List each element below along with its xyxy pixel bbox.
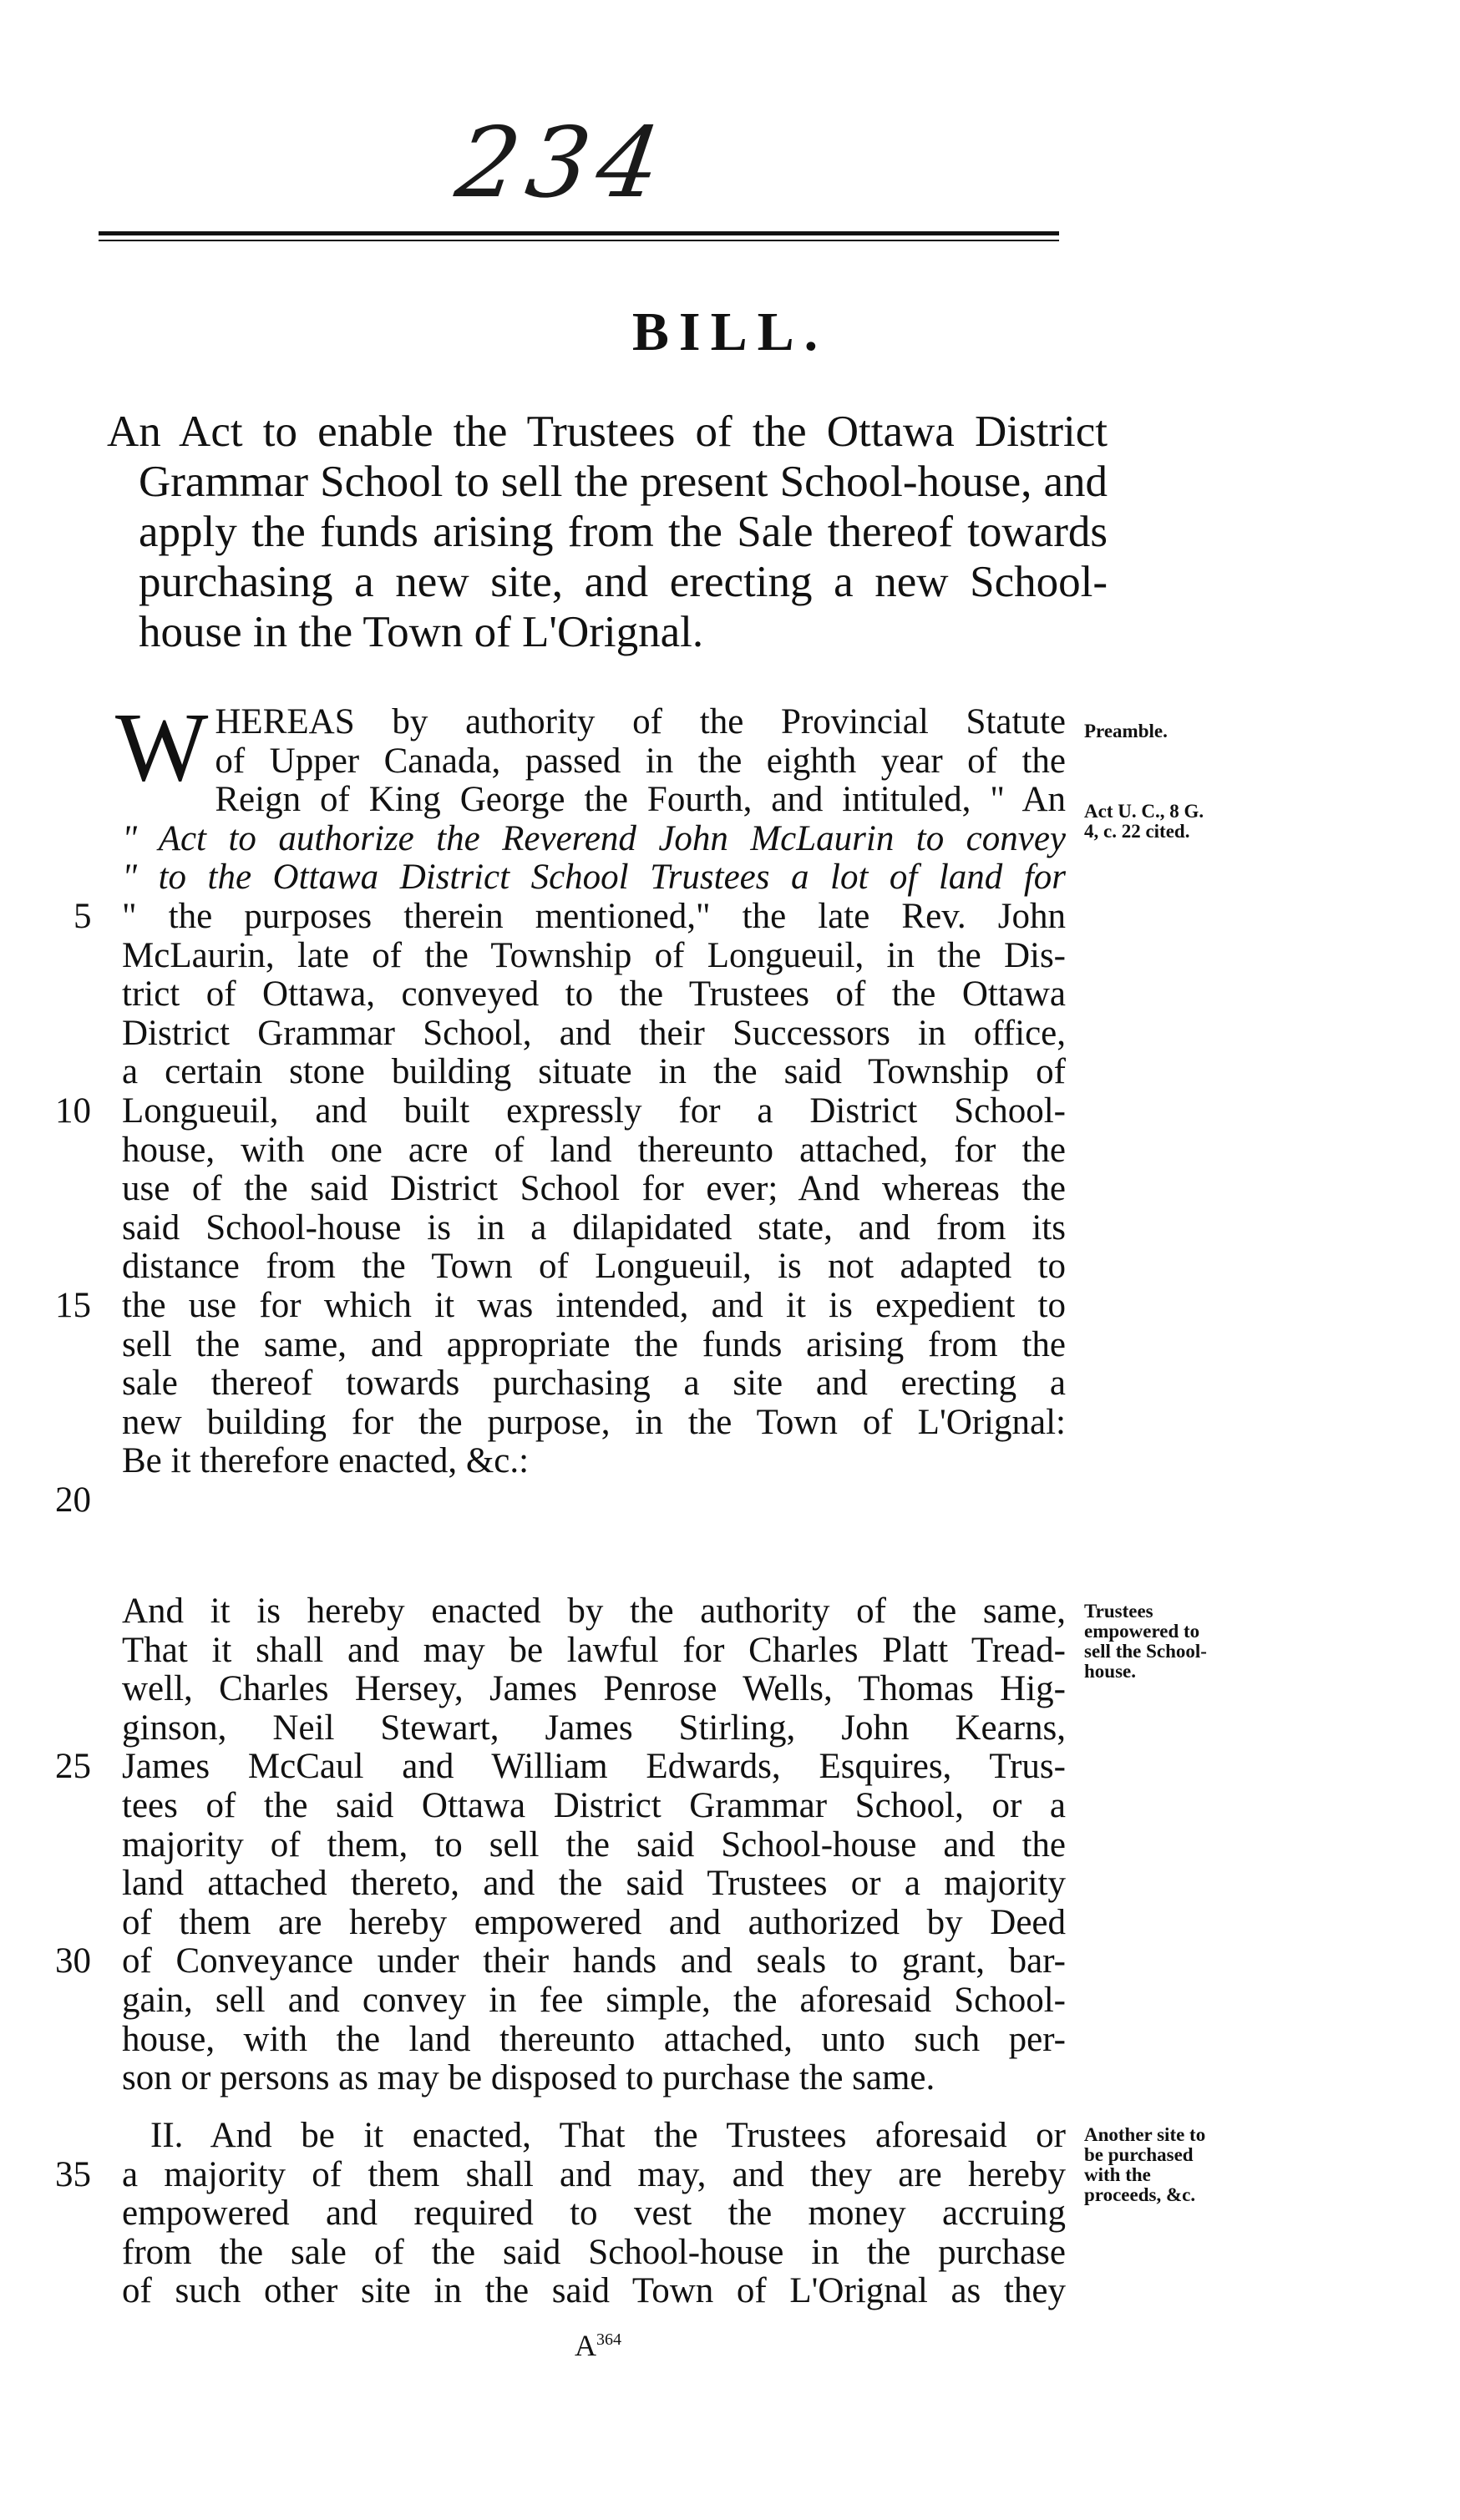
section-2-line: II. And be it enacted, That the Trustees aforesaid or (150, 2116, 1066, 2155)
preamble-line: " to the Ottawa District School Trustees a lot of land for (122, 858, 1066, 898)
section-1-paragraph (122, 1592, 1066, 2098)
margin-note-preamble: Preamble. (1084, 721, 1168, 741)
preamble-line: District Grammar School, and their Successors in office, (122, 1013, 1066, 1053)
preamble-line: " the purposes therein mentioned," the late Rev. John (122, 896, 1066, 936)
preamble-line: " Act to authorize the Reverend John McLaurin to convey (122, 818, 1066, 858)
line-number: 15 (55, 1286, 91, 1325)
section-1-line: ginson, Neil Stewart, James Stirling, John Kearns, (122, 1708, 1066, 1748)
section-1-line: That it shall and may be lawful for Charles Platt Tread- (122, 1630, 1066, 1670)
act-title: An Act to enable the Trustees of the Ottawa District Grammar School to sell the present School-house, and apply the funds arising from the Sale thereof towards purchasing a new site, and erecting a new School-house in the Town of L'Orignal. (107, 407, 1108, 656)
header-rule-thick (99, 231, 1059, 235)
header-rule-thin (99, 240, 1059, 241)
line-number: 5 (74, 897, 92, 936)
section-1-line: well, Charles Hersey, James Penrose Wells, Thomas Hig- (122, 1669, 1066, 1709)
preamble-line: house, with one acre of land thereunto attached, for the (122, 1130, 1066, 1170)
preamble-line: Reign of King George the Fourth, and intituled, " An (215, 780, 1066, 820)
preamble-line: Longueuil, and built expressly for a District School- (122, 1090, 1066, 1131)
preamble-line: new building for the purpose, in the Town of L'Orignal: (122, 1402, 1066, 1442)
section-1-line: house, with the land thereunto attached, unto such per- (122, 2019, 1066, 2059)
signature-number: 364 (596, 2330, 621, 2349)
line-number: 30 (55, 1941, 91, 1981)
printer-signature (575, 2328, 621, 2363)
section-2-line: of such other site in the said Town of L'Orignal as they (122, 2271, 1066, 2311)
dropcap-letter: W (115, 692, 209, 802)
section-2-paragraph (122, 2117, 1066, 2311)
page-number: 234 (449, 107, 676, 220)
line-number: 35 (55, 2155, 91, 2194)
preamble-paragraph (115, 692, 1066, 1481)
preamble-line: trict of Ottawa, conveyed to the Trustees of the Ottawa (122, 974, 1066, 1015)
margin-note-act-cited: Act U. C., 8 G. 4, c. 22 cited. (1084, 801, 1204, 842)
line-number: 10 (55, 1091, 91, 1131)
preamble-line: HEREAS by authority of the Provincial Statute (215, 702, 1066, 741)
section-1-line: land attached thereto, and the said Trustees or a majority (122, 1864, 1066, 1904)
section-1-line: majority of them, to sell the said School-house and the (122, 1824, 1066, 1865)
section-1-line: of them are hereby empowered and authorized by Deed (122, 1902, 1066, 1942)
preamble-line: said School-house is in a dilapidated state, and from its (122, 1207, 1066, 1247)
section-1-line: son or persons as may be disposed to purchase the same. (122, 2058, 935, 2098)
margin-note-trustees: Trustees empowered to sell the School-house. (1084, 1601, 1207, 1682)
preamble-line: use of the said District School for ever; And whereas the (122, 1169, 1066, 1209)
preamble-line: of Upper Canada, passed in the eighth year of the (215, 741, 1066, 781)
section-1-line: tees of the said Ottawa District Grammar School, or a (122, 1785, 1066, 1825)
preamble-line: a certain stone building situate in the said Township of (122, 1052, 1066, 1092)
preamble-line: the use for which it was intended, and it is expedient to (122, 1285, 1066, 1325)
section-1-line: gain, sell and convey in fee simple, the aforesaid School- (122, 1980, 1066, 2020)
section-1-line: of Conveyance under their hands and seals to grant, bar- (122, 1941, 1066, 1981)
margin-note-another-site: Another site to be purchased with the proceeds, &c. (1084, 2124, 1206, 2205)
section-1-line: And it is hereby enacted by the authority of the same, (122, 1591, 1066, 1631)
signature-letter: A (575, 2329, 596, 2362)
section-2-line: from the sale of the said School-house in the purchase (122, 2232, 1066, 2272)
preamble-line: Be it therefore enacted, &c.: (122, 1441, 530, 1481)
line-number: 20 (55, 1480, 91, 1520)
preamble-line: sale thereof towards purchasing a site and erecting a (122, 1364, 1066, 1404)
section-2-line: a majority of them shall and may, and they are hereby (122, 2154, 1066, 2194)
line-number: 25 (55, 1747, 91, 1786)
preamble-line: McLaurin, late of the Township of Longueuil, in the Dis- (122, 935, 1066, 975)
preamble-line: sell the same, and appropriate the funds arising from the (122, 1324, 1066, 1364)
bill-title: BILL. (631, 301, 829, 362)
preamble-line: distance from the Town of Longueuil, is not adapted to (122, 1247, 1066, 1287)
section-1-line: James McCaul and William Edwards, Esquires, Trus- (122, 1747, 1066, 1787)
section-2-line: empowered and required to vest the money accruing (122, 2194, 1066, 2234)
